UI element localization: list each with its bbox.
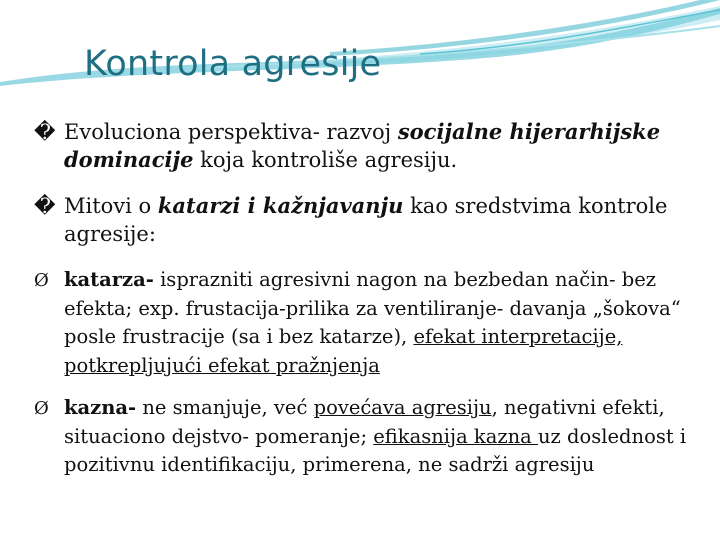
text-segment: isprazniti agresivni nagon na bezbedan način- bez efekta; exp. frustacija-prilika za ventiliranje- davanja „šokova“ posle frustracije (sa i bez katarze), — [64, 268, 681, 348]
text-segment: uz doslednost i pozitivnu identifikaciju, primerena, ne sadrži agresiju — [64, 424, 687, 476]
bullet-evoluciona — [34, 118, 694, 174]
bullet-mitovi — [34, 192, 694, 248]
bullet-katarza — [34, 266, 694, 380]
term-katarza: katarza- — [64, 268, 154, 291]
text-segment: kao sredstvima kontrole agresije: — [64, 194, 668, 246]
text-segment: Mitovi o — [64, 194, 158, 218]
text-segment: ne smanjuje, već — [136, 396, 314, 419]
square-bullet-icon: � — [34, 194, 56, 218]
square-bullet-icon: � — [34, 120, 56, 144]
bullet-kazna — [34, 394, 694, 480]
arrow-bullet-icon: Ø — [34, 398, 49, 419]
underlined-text: efikasnija kazna — [373, 424, 538, 448]
emphasis-text: katarzi i kažnjavanju — [157, 193, 404, 218]
text-segment: Evoluciona perspektiva- razvoj — [64, 120, 398, 144]
arrow-bullet-icon: Ø — [34, 270, 49, 291]
text-segment: , negativni efekti, situaciono dejstvo- pomeranje; — [64, 396, 665, 448]
term-kazna: kazna- — [64, 396, 137, 419]
emphasis-text: socijalne hijerarhijske dominacije — [64, 119, 661, 172]
slide-content — [34, 118, 694, 494]
underlined-text: efekat interpretacije, potkrepljujući efekat pražnjenja — [64, 325, 623, 377]
text-segment: koja kontroliše agresiju. — [193, 148, 458, 172]
underlined-text: povećava agresiju — [313, 396, 492, 419]
slide-title: Kontrola agresije — [84, 44, 382, 84]
